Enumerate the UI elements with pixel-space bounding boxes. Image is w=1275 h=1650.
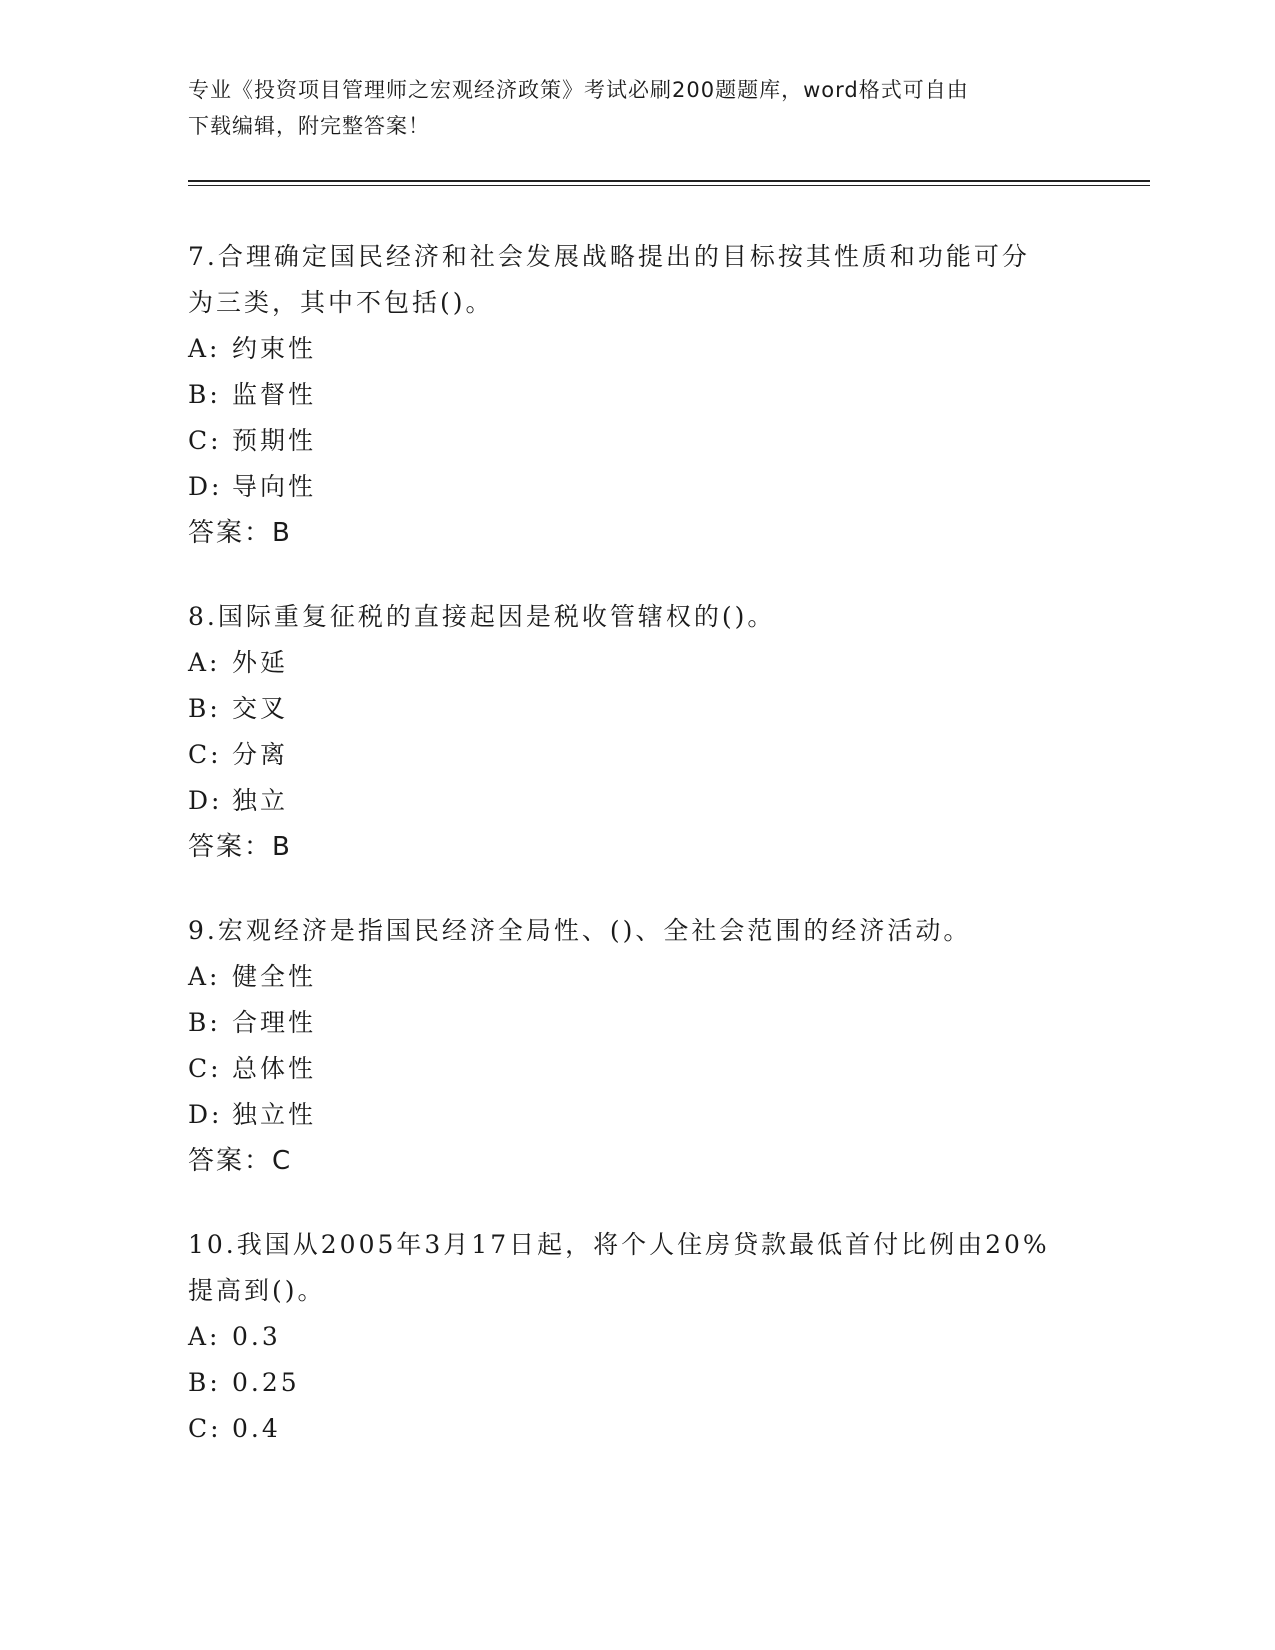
option-text: 总体性: [232, 1054, 317, 1083]
question-stem: [188, 234, 1088, 326]
question-7: [188, 234, 1088, 556]
option-text: 合理性: [232, 1008, 317, 1037]
header-line-2: 下载编辑，附完整答案！: [188, 114, 430, 138]
option-b: [188, 1360, 1088, 1406]
option-letter: B:: [188, 380, 221, 409]
question-9: [188, 908, 1088, 1184]
option-letter: B:: [188, 1008, 221, 1037]
option-letter: D:: [188, 1100, 223, 1129]
option-text: 预期性: [232, 426, 317, 455]
option-c: [188, 1046, 1088, 1092]
question-stem: [188, 594, 1088, 640]
answer-line: 答案：B: [188, 518, 292, 548]
option-letter: A:: [188, 962, 221, 991]
option-text: 分离: [232, 740, 289, 769]
option-text: 约束性: [232, 334, 317, 363]
option-letter: C:: [188, 740, 222, 769]
option-text: 外延: [232, 648, 289, 677]
question-8: [188, 594, 1088, 870]
option-letter: C:: [188, 1414, 222, 1443]
question-stem: [188, 1222, 1088, 1314]
option-d: [188, 778, 1088, 824]
option-b: [188, 686, 1088, 732]
option-text: 0.4: [232, 1414, 281, 1443]
option-a: [188, 954, 1088, 1000]
option-list: [188, 954, 1088, 1138]
option-b: [188, 1000, 1088, 1046]
question-stem-line-2: 为三类，其中不包括()。: [188, 288, 494, 317]
option-list: [188, 640, 1088, 824]
option-letter: D:: [188, 472, 223, 501]
option-a: [188, 640, 1088, 686]
option-letter: C:: [188, 426, 222, 455]
option-letter: B:: [188, 1368, 221, 1397]
option-letter: B:: [188, 694, 221, 723]
option-text: 交叉: [232, 694, 289, 723]
option-list: [188, 1314, 1088, 1452]
document-header: [188, 72, 1088, 144]
option-c: [188, 1406, 1088, 1452]
option-text: 监督性: [232, 380, 317, 409]
answer-line: 答案：C: [188, 1146, 293, 1176]
question-stem-line-1: 8.国际重复征税的直接起因是税收管辖权的()。: [188, 602, 776, 631]
question-10: [188, 1222, 1088, 1452]
option-text: 导向性: [232, 472, 317, 501]
option-b: [188, 372, 1088, 418]
option-c: [188, 418, 1088, 464]
answer-line: 答案：B: [188, 832, 292, 862]
option-text: 健全性: [232, 962, 317, 991]
option-text: 0.25: [232, 1368, 300, 1397]
option-list: [188, 326, 1088, 510]
option-letter: A:: [188, 334, 221, 363]
question-list: [188, 234, 1088, 1490]
question-stem-line-1: 10.我国从2005年3月17日起，将个人住房贷款最低首付比例由20%: [188, 1230, 1050, 1259]
option-d: [188, 1092, 1088, 1138]
header-rule-thin: [188, 185, 1150, 186]
option-letter: A:: [188, 1322, 221, 1351]
option-text: 独立性: [232, 1100, 317, 1129]
option-letter: A:: [188, 648, 221, 677]
question-stem-line-1: 7.合理确定国民经济和社会发展战略提出的目标按其性质和功能可分: [188, 242, 1030, 271]
option-text: 0.3: [232, 1322, 281, 1351]
question-stem-line-2: 提高到()。: [188, 1276, 326, 1305]
option-letter: D:: [188, 786, 223, 815]
header-line-1: 专业《投资项目管理师之宏观经济政策》考试必刷200题题库，word格式可自由: [188, 78, 969, 102]
option-c: [188, 732, 1088, 778]
question-stem-line-1: 9.宏观经济是指国民经济全局性、()、全社会范围的经济活动。: [188, 916, 972, 945]
option-letter: C:: [188, 1054, 222, 1083]
header-rule-thick: [188, 180, 1150, 182]
option-a: [188, 326, 1088, 372]
option-text: 独立: [232, 786, 289, 815]
option-a: [188, 1314, 1088, 1360]
question-stem: [188, 908, 1088, 954]
option-d: [188, 464, 1088, 510]
